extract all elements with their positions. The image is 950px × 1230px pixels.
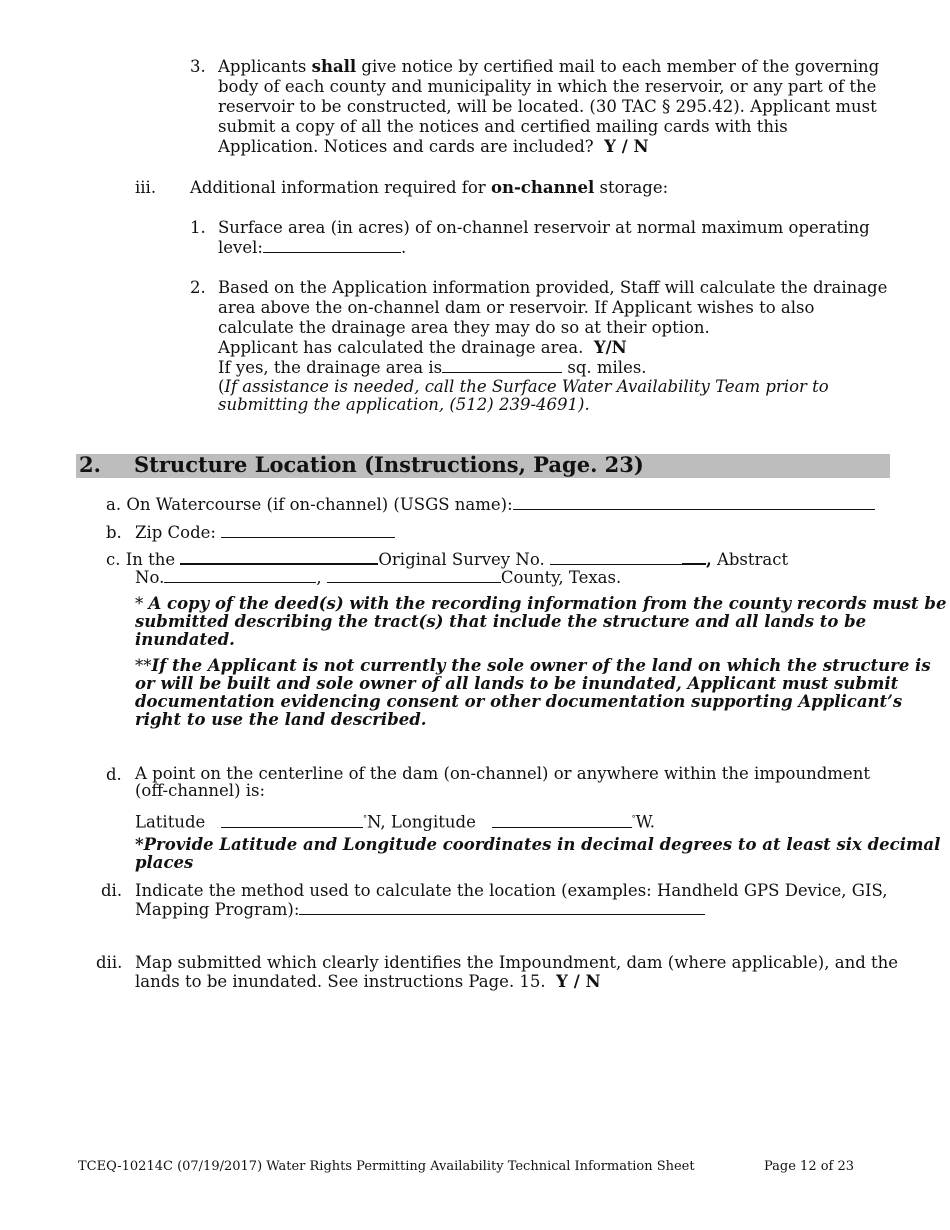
- section-2-title: Structure Location (Instructions, Page. 23): [134, 452, 644, 477]
- item-3-line1-pre: Applicants: [218, 57, 312, 76]
- d-line2: (off-channel) is:: [135, 781, 266, 800]
- abstract-no-label: No.: [135, 568, 165, 587]
- dii-label: dii.: [96, 953, 123, 972]
- di-text: [135, 881, 895, 919]
- item-3-line2: body of each county and municipality in which the reservoir, or any part of the: [218, 77, 877, 96]
- abstract-comma: ,: [316, 568, 322, 587]
- ownership-note-line4: right to use the land described.: [135, 710, 427, 729]
- survey-number-field[interactable]: [550, 550, 682, 565]
- di-label: di.: [101, 881, 123, 900]
- coordinates-note-line1: *Provide Latitude and Longitude coordinates in decimal degrees to at least six decimal: [135, 835, 941, 854]
- sub-iii-text-pre: Additional information required for: [190, 178, 491, 197]
- item-2-text: [218, 278, 888, 414]
- county-label: County, Texas.: [500, 568, 622, 587]
- longitude-suffix: W.: [635, 812, 655, 832]
- item-3-line4: submit a copy of all the notices and certified mailing cards with this: [218, 117, 788, 136]
- ownership-note-line1: If the Applicant is not currently the sole owner of the land on which the structure is: [151, 656, 931, 675]
- deed-note: [135, 594, 947, 649]
- item-2-number: 2.: [190, 278, 206, 297]
- survey-original-label: Original Survey No.: [378, 550, 550, 569]
- item-2-line5-pre: If yes, the drainage area is: [218, 358, 443, 377]
- sub-iii-on-channel: on-channel: [490, 178, 595, 197]
- abstract-number-field[interactable]: [164, 568, 316, 583]
- longitude-label: N, Longitude: [367, 812, 476, 832]
- watercourse-field[interactable]: [513, 495, 875, 510]
- section-2-header: [76, 454, 890, 478]
- latitude-degree: °: [363, 814, 368, 823]
- county-field[interactable]: [327, 568, 501, 583]
- item-2-paren: (: [218, 377, 225, 396]
- coordinates-note: [135, 835, 941, 872]
- surface-area-field[interactable]: [263, 238, 401, 253]
- item-2-assist-line2: submitting the application, (512) 239-4691).: [218, 395, 590, 414]
- map-yn-choice[interactable]: Y / N: [556, 972, 601, 991]
- item-3-line3: reservoir to be constructed, will be located. (30 TAC § 295.42). Applicant must: [218, 97, 877, 116]
- di-line1: Indicate the method used to calculate the location (examples: Handheld GPS Device, GIS,: [135, 881, 888, 900]
- item-3-yn-choice[interactable]: Y / N: [604, 137, 649, 156]
- zip-label: Zip Code:: [135, 523, 216, 542]
- footer-form-id: TCEQ-10214C (07/19/2017) Water Rights Permitting Availability Technical Information Sheet: [78, 1159, 695, 1174]
- drainage-yn-choice[interactable]: Y/N: [593, 338, 627, 357]
- longitude-field[interactable]: [492, 813, 632, 828]
- di-line2: Mapping Program):: [135, 900, 300, 919]
- ownership-note-line3: documentation evidencing consent or other documentation supporting Applicant’s: [135, 692, 903, 711]
- survey-row: [106, 549, 788, 570]
- item-2-line4: Applicant has calculated the drainage area.: [218, 338, 584, 357]
- dii-text: [135, 953, 899, 991]
- dii-line1: Map submitted which clearly identifies the Impoundment, dam (where applicable), and the: [135, 953, 899, 972]
- item-1-text: [218, 218, 888, 258]
- sub-iii-text: [190, 178, 668, 198]
- abstract-row: [135, 568, 621, 588]
- ownership-note-stars: **: [135, 656, 152, 675]
- item-2-line5-post: sq. miles.: [562, 358, 647, 377]
- footer-page-number: Page 12 of 23: [764, 1159, 855, 1174]
- sub-iii-text-post: storage:: [594, 178, 669, 197]
- item-3-line1-post: give notice by certified mail to each member of the governing: [356, 57, 880, 76]
- item-2-line2: area above the on-channel dam or reservoir. If Applicant wishes to also: [218, 298, 815, 317]
- item-2-line1: Based on the Application information provided, Staff will calculate the drainage: [218, 278, 888, 297]
- item-1-line2-pre: level:: [218, 238, 263, 257]
- coordinates-note-line2: places: [135, 853, 194, 872]
- item-3-text: [218, 57, 888, 157]
- ownership-note: [135, 656, 931, 729]
- section-2-number: 2.: [79, 452, 101, 477]
- zip-code-field[interactable]: [221, 523, 395, 538]
- item-1-number: 1.: [190, 218, 206, 237]
- survey-in-the: c. In the: [106, 550, 181, 569]
- d-text: [135, 765, 895, 799]
- survey-name-field[interactable]: [180, 549, 378, 565]
- deed-note-line1: A copy of the deed(s) with the recording information from the county records must be: [148, 594, 947, 613]
- deed-note-star: *: [135, 594, 149, 613]
- location-method-field[interactable]: [299, 900, 705, 915]
- survey-comma: ,: [705, 550, 712, 569]
- sub-iii-numeral: iii.: [135, 178, 157, 197]
- item-3-number: 3.: [190, 57, 206, 76]
- item-2-assist-line1: If assistance is needed, call the Surface Water Availability Team prior to: [224, 377, 829, 396]
- item-2-line3: calculate the drainage area they may do so at their option.: [218, 318, 710, 337]
- dii-line2: lands to be inundated. See instructions Page. 15.: [135, 972, 546, 991]
- drainage-area-field[interactable]: [442, 358, 562, 373]
- survey-number-field-ext[interactable]: [682, 549, 706, 565]
- latitude-label: Latitude: [135, 812, 206, 832]
- item-3-shall: shall: [311, 57, 357, 76]
- item-1-line2-post: .: [400, 238, 407, 257]
- abstract-label: Abstract: [711, 550, 789, 569]
- deed-note-line2: submitted describing the tract(s) that include the structure and all lands to be: [135, 612, 867, 631]
- zip-row: [135, 523, 395, 543]
- coordinates-row: [135, 809, 655, 833]
- watercourse-row: [106, 495, 875, 515]
- ownership-note-line2: or will be built and sole owner of all lands to be inundated, Applicant must submit: [135, 674, 899, 693]
- latitude-field[interactable]: [221, 813, 363, 828]
- watercourse-label: a. On Watercourse (if on-channel) (USGS name):: [106, 495, 513, 514]
- deed-note-line3: inundated.: [135, 630, 235, 649]
- zip-label-letter: b.: [106, 523, 122, 542]
- d-line1: A point on the centerline of the dam (on-channel) or anywhere within the impoundment: [135, 764, 870, 783]
- item-1-line1: Surface area (in acres) of on-channel reservoir at normal maximum operating: [218, 218, 870, 237]
- item-3-line5: Application. Notices and cards are included?: [218, 137, 594, 156]
- longitude-degree: °: [631, 814, 636, 823]
- d-label: d.: [106, 765, 122, 784]
